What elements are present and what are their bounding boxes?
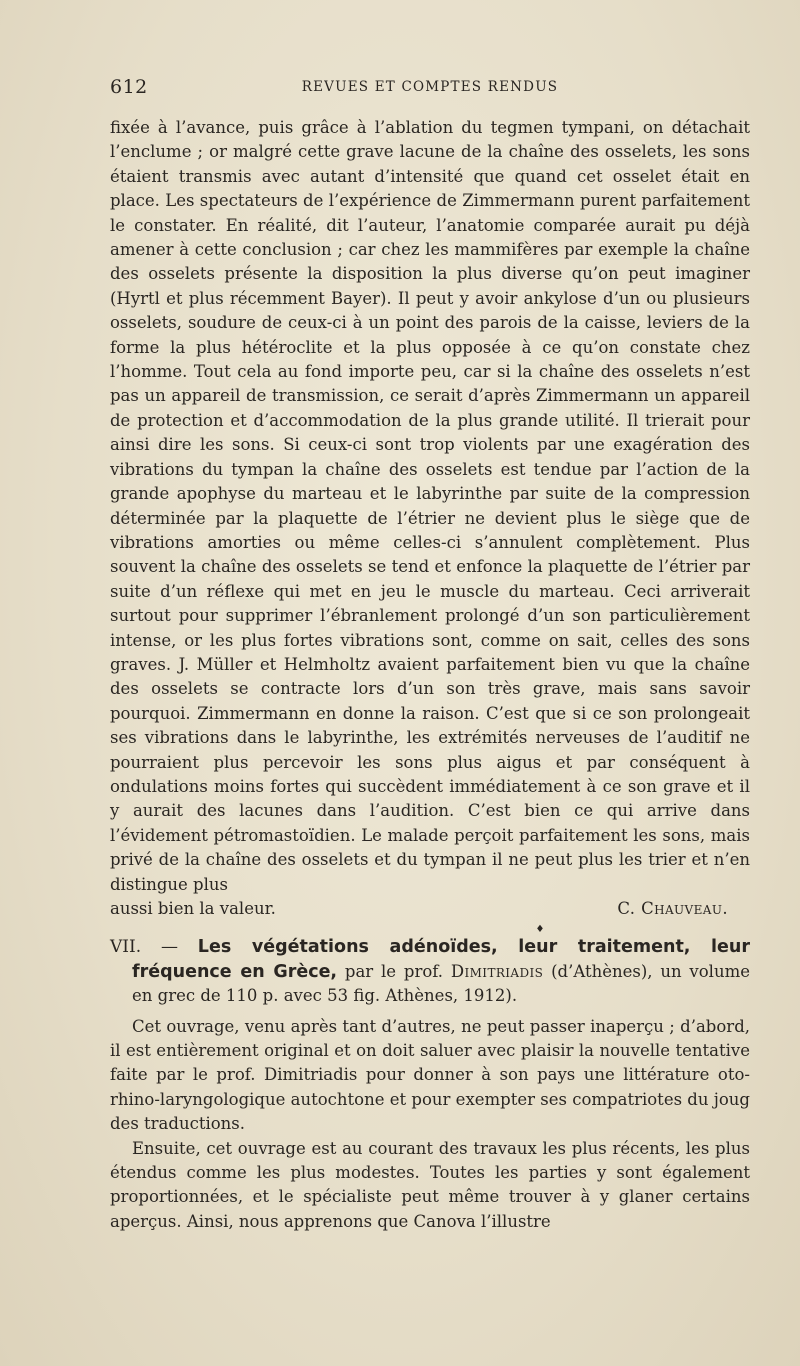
section-separator: ♦ xyxy=(535,924,545,936)
review-2-byline-pre: par le prof. xyxy=(337,961,451,981)
review-2-paragraph-2: Ensuite, cet ouvrage est au courant des travaux les plus récents, les plus étendus comme les plus modestes. Toutes les parties y sont également proportionnées, et le spécialiste peut même trouver à y glaner certains aperçus. Ainsi, nous apprenons que Canova l’illustre xyxy=(110,1138,750,1231)
review-1-signature-line xyxy=(110,897,750,921)
review-1-body: fixée à l’avance, puis grâce à l’ablation du tegmen tympani, on détachait l’enclume ; or malgré cette grave lacune de la chaîne des osselets, les sons étaient transmis avec autant d’intensité que quand cet osselet était en place. Les spectateurs de l’expérience de Zimmermann purent parfaitement le constater. En réalité, dit l’auteur, l’anatomie comparée aurait pu déjà amener à cette conclusion ; car chez les mammifères par exemple la chaîne des osselets présente la disposition la plus diverse qu’on peut imaginer (Hyrtl et plus récemment Bayer). Il peut y avoir ankylose d’un ou plusieurs osselets, soudure de ceux-ci à un point des parois de la caisse, leviers de la forme la plus hétéroclite et la plus opposée à ce qu’on constate chez l’homme. Tout cela au fond importe peu, car si la chaîne des osselets n’est pas un appareil de transmission, ce serait d’après Zimmermann un appareil de protection et d’accommodation de la plus grande utilité. Il trierait pour ainsi dire les sons. Si ceux-ci sont trop violents par une exagération des vibrations du tympan la chaîne des osselets est tendue par l’action de la grande apophyse du marteau et le labyrinthe par suite de la compression déterminée par la plaquette de l’étrier ne devient plus le siège que de vibrations amorties ou même celles-ci s’annulent complètement. Plus souvent la chaîne des osselets se tend et enfonce la plaquette de l’étrier par suite d’un réflexe qui met en jeu le muscle du marteau. Ceci arriverait surtout pour supprimer l’ébranlement prolongé d’un son particulièrement intense, or les plus fortes vibrations sont, comme on sait, celles des sons graves. J. Müller et Helmholtz avaient parfaitement bien vu que la chaîne des osselets se contracte lors d’un son très grave, mais sans savoir pourquoi. Zimmermann en donne la raison. C’est que si ce son prolongeait ses vibrations dans le labyrinthe, les extrémités nerveuses de l’auditif ne pourraient plus percevoir les sons plus aigus et par conséquent à ondulations moins fortes qui succèdent immédiatement à ce son grave et il y aurait des lacunes dans l’audition. C’est bien ce qui arrive dans l’évidement pétromastoïdien. Le malade perçoit parfaitement les sons, mais privé de la chaîne des osselets et du tympan il ne peut plus les trier et n’en distingue plus xyxy=(110,118,750,894)
review-1-author: C. Chauveau. xyxy=(617,899,728,918)
document-page xyxy=(110,72,750,1234)
review-2-heading xyxy=(110,935,750,1008)
review-2-title: Les végétations adénoïdes, leur traitement, leur fréquence en Grèce, xyxy=(132,937,751,982)
review-1-closing-text: aussi bien la valeur. xyxy=(110,899,276,918)
review-2-paragraph-1: Cet ouvrage, venu après tant d’autres, ne peut passer inaperçu ; d’abord, il est entièrement original et on doit saluer avec plaisir la nouvelle tentative faite par le prof. Dimitriadis pour donner à son pays une littérature oto-rhino-laryngologique autochtone et pour exempter ses compatriotes du joug des traductions. xyxy=(110,1016,750,1134)
review-2-byline-post: (d’Athènes), un volume en grec de 110 p. avec 53 fig. Athènes, 1912). xyxy=(132,961,750,1006)
running-title: REVUES ET COMPTES RENDUS xyxy=(301,79,559,95)
review-2-number: VII. — xyxy=(110,937,179,958)
review-2-author-name: Dimitriadis xyxy=(450,961,544,981)
page-number: 612 xyxy=(110,76,148,98)
running-header xyxy=(110,72,750,102)
